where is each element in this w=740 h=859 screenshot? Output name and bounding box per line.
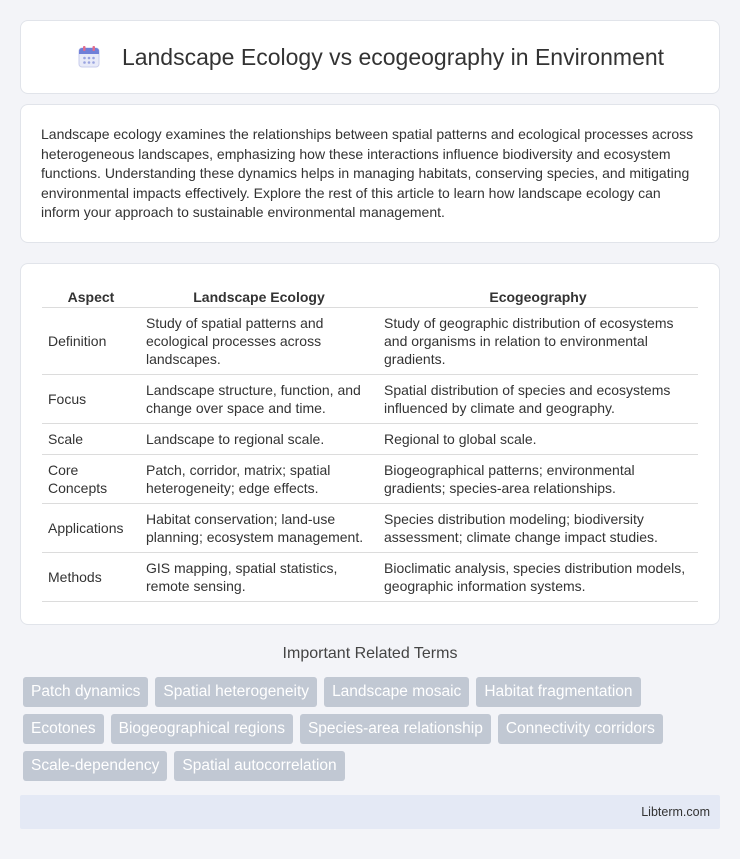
related-terms-title: Important Related Terms: [282, 645, 458, 662]
tag-species-area-relationship[interactable]: Species-area relationship: [300, 714, 491, 744]
tag-ecotones[interactable]: Ecotones: [23, 714, 104, 744]
cell-aspect: Methods: [42, 553, 140, 602]
tag-spatial-autocorrelation[interactable]: Spatial autocorrelation: [174, 751, 344, 781]
table-row: [42, 424, 698, 455]
cell-landscape-ecology: Patch, corridor, matrix; spatial heterogeneity; edge effects.: [140, 455, 378, 504]
header-ecogeography: Ecogeography: [378, 282, 698, 308]
comparison-table-card: [20, 263, 720, 625]
tag-patch-dynamics[interactable]: Patch dynamics: [23, 677, 148, 707]
table-row: [42, 504, 698, 553]
table-row: [42, 375, 698, 424]
cell-aspect: Applications: [42, 504, 140, 553]
table-header-row: [42, 282, 698, 308]
related-terms-tags: [23, 677, 723, 788]
comparison-table: [42, 282, 698, 602]
calendar-icon: [76, 44, 102, 70]
footer-site-link[interactable]: Libterm.com: [641, 805, 710, 819]
cell-landscape-ecology: Landscape structure, function, and change over space and time.: [140, 375, 378, 424]
tag-habitat-fragmentation[interactable]: Habitat fragmentation: [476, 677, 640, 707]
tag-spatial-heterogeneity[interactable]: Spatial heterogeneity: [155, 677, 317, 707]
table-row: [42, 308, 698, 375]
cell-aspect: Core Concepts: [42, 455, 140, 504]
cell-ecogeography: Biogeographical patterns; environmental gradients; species-area relationships.: [378, 455, 698, 504]
cell-ecogeography: Spatial distribution of species and ecosystems influenced by climate and geography.: [378, 375, 698, 424]
tag-biogeographical-regions[interactable]: Biogeographical regions: [111, 714, 293, 744]
tag-connectivity-corridors[interactable]: Connectivity corridors: [498, 714, 663, 744]
intro-card: [20, 104, 720, 243]
footer: [20, 795, 720, 829]
cell-landscape-ecology: GIS mapping, spatial statistics, remote sensing.: [140, 553, 378, 602]
cell-aspect: Definition: [42, 308, 140, 375]
cell-ecogeography: Species distribution modeling; biodiversity assessment; climate change impact studies.: [378, 504, 698, 553]
header-aspect: Aspect: [42, 282, 140, 308]
intro-text: Landscape ecology examines the relationships between spatial patterns and ecological processes across heterogeneous landscapes, emphasizing how these interactions influence biodiversity and ecosystem functions. Understanding these dynamics helps in managing habitats, conserving species, and mitigating environmental impacts effectively. Explore the rest of this article to learn how landscape ecology can inform your approach to sustainable environmental management.: [41, 126, 694, 221]
cell-landscape-ecology: Habitat conservation; land-use planning; ecosystem management.: [140, 504, 378, 553]
cell-landscape-ecology: Study of spatial patterns and ecological processes across landscapes.: [140, 308, 378, 375]
tag-scale-dependency[interactable]: Scale-dependency: [23, 751, 167, 781]
cell-landscape-ecology: Landscape to regional scale.: [140, 424, 378, 455]
cell-ecogeography: Regional to global scale.: [378, 424, 698, 455]
table-row: [42, 455, 698, 504]
tag-landscape-mosaic[interactable]: Landscape mosaic: [324, 677, 469, 707]
cell-ecogeography: Study of geographic distribution of ecosystems and organisms in relation to environmental gradients.: [378, 308, 698, 375]
header-card: [20, 20, 720, 94]
table-row: [42, 553, 698, 602]
header-landscape-ecology: Landscape Ecology: [140, 282, 378, 308]
page-title: Landscape Ecology vs ecogeography in Environment: [121, 43, 665, 70]
cell-ecogeography: Bioclimatic analysis, species distribution models, geographic information systems.: [378, 553, 698, 602]
cell-aspect: Scale: [42, 424, 140, 455]
cell-aspect: Focus: [42, 375, 140, 424]
